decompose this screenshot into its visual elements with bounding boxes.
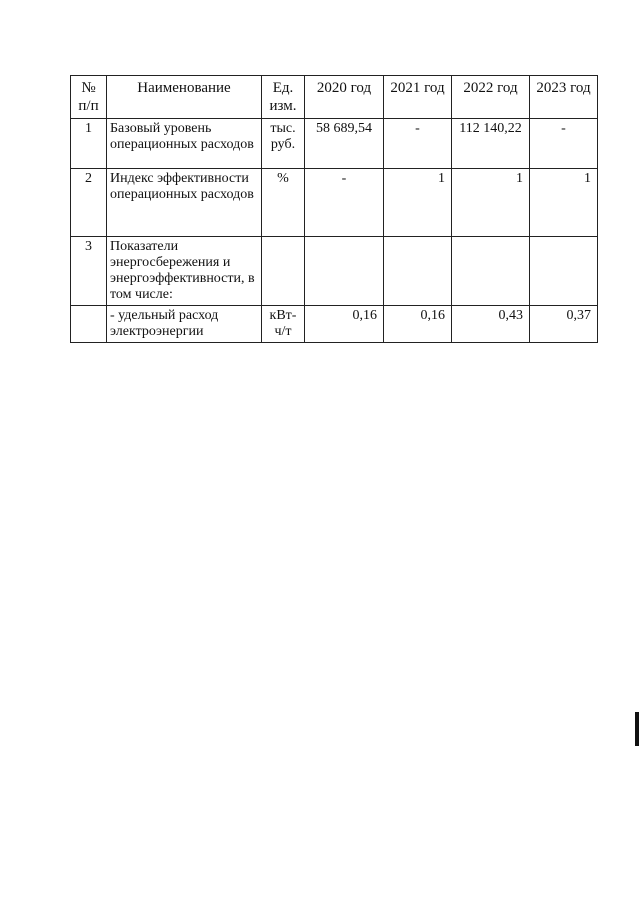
- row-name: Показатели энергосбережения и энергоэффективности, в том числе:: [107, 237, 262, 306]
- cell-2021: 1: [384, 169, 452, 237]
- header-unit: Ед. изм.: [262, 76, 305, 119]
- cell-2022: 0,43: [452, 306, 530, 343]
- row-unit: кВт-ч/т: [262, 306, 305, 343]
- row-number: 1: [71, 119, 107, 169]
- scan-edge-mark: [635, 712, 639, 746]
- header-number: № п/п: [71, 76, 107, 119]
- table-row: [71, 237, 598, 306]
- header-name: Наименование: [107, 76, 262, 119]
- cell-2020: [305, 237, 384, 306]
- row-number: 2: [71, 169, 107, 237]
- row-name: Индекс эффективности операционных расходов: [107, 169, 262, 237]
- cell-2023: 0,37: [530, 306, 598, 343]
- header-2022: 2022 год: [452, 76, 530, 119]
- row-unit: [262, 237, 305, 306]
- row-unit: тыс. руб.: [262, 119, 305, 169]
- header-2021: 2021 год: [384, 76, 452, 119]
- cell-2021: [384, 237, 452, 306]
- cell-2022: 1: [452, 169, 530, 237]
- table-row: [71, 119, 598, 169]
- row-unit: %: [262, 169, 305, 237]
- cell-2023: [530, 237, 598, 306]
- cell-2020: 0,16: [305, 306, 384, 343]
- cell-2021: -: [384, 119, 452, 169]
- table-row: [71, 169, 598, 237]
- cell-2023: -: [530, 119, 598, 169]
- table-row: [71, 306, 598, 343]
- header-2020: 2020 год: [305, 76, 384, 119]
- row-number: [71, 306, 107, 343]
- row-name: Базовый уровень операционных расходов: [107, 119, 262, 169]
- cell-2021: 0,16: [384, 306, 452, 343]
- cell-2023: 1: [530, 169, 598, 237]
- table-header-row: [71, 76, 598, 119]
- data-table: [70, 75, 598, 343]
- cell-2020: 58 689,54: [305, 119, 384, 169]
- cell-2020: -: [305, 169, 384, 237]
- header-2023: 2023 год: [530, 76, 598, 119]
- cell-2022: 112 140,22: [452, 119, 530, 169]
- row-number: 3: [71, 237, 107, 306]
- cell-2022: [452, 237, 530, 306]
- row-name: - удельный расход электроэнергии: [107, 306, 262, 343]
